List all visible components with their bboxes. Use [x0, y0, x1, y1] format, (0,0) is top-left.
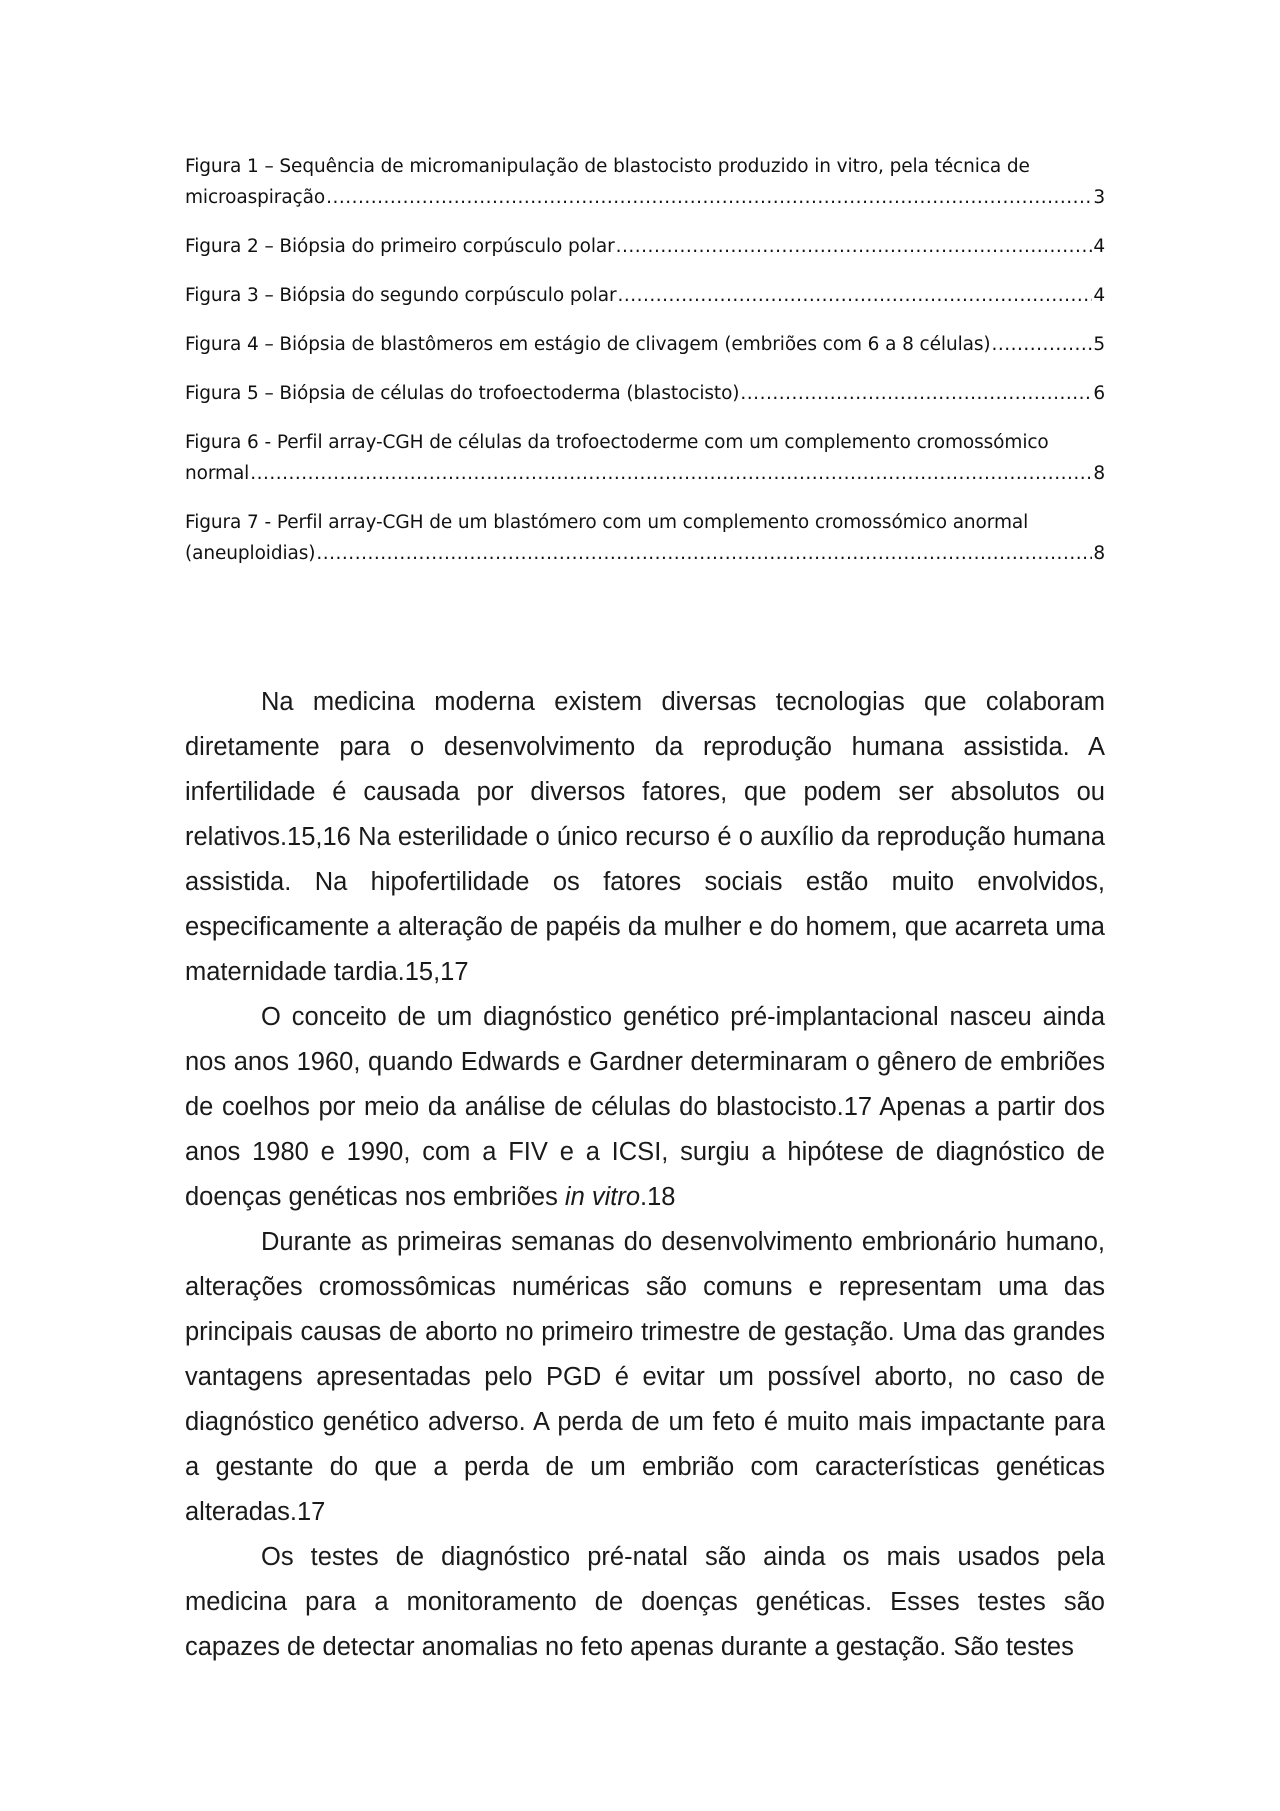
figure-entry-text: Figura 3 – Biópsia do segundo corpúsculo polar — [185, 285, 617, 306]
figure-entry-text-cont: (aneuploidias) — [185, 543, 316, 564]
figure-entry-text-cont: microaspiração — [185, 187, 326, 208]
dot-leader — [617, 280, 1092, 311]
figure-entry-text: Figura 7 - Perfil array-CGH de um blastómero com um complemento cromossómico anormal — [185, 512, 1029, 533]
dot-leader — [740, 378, 1092, 409]
figure-entry-text: Figura 4 – Biópsia de blastômeros em estágio de clivagem (embriões com 6 a 8 células) — [185, 334, 991, 355]
paragraph-2-italic: in vitro — [564, 1183, 641, 1211]
figure-entry-text: Figura 5 – Biópsia de células do trofoectoderma (blastocisto) — [185, 383, 740, 404]
figure-entry-2[interactable] — [185, 231, 1105, 262]
body-text — [185, 680, 1105, 1670]
figure-entry-text: Figura 6 - Perfil array-CGH de células da trofoectoderme com um complemento cromossómico — [185, 432, 1049, 453]
paragraph-2-text: O conceito de um diagnóstico genético pré-implantacional nasceu ainda nos anos 1960, quando Edwards e Gardner determinaram o gênero de embriões de coelhos por meio da análise de células do blastocisto.17 Apenas a partir dos anos 1980 e 1990, com a FIV e a ICSI, surgiu a hipótese de diagnóstico de doenças genéticas nos embriões — [185, 1003, 1105, 1211]
paragraph-4: Os testes de diagnóstico pré-natal são ainda os mais usados pela medicina para a monitoramento de doenças genéticas. Esses testes são capazes de detectar anomalias no feto apenas durante a gestação. São testes — [185, 1543, 1105, 1661]
figure-entry-text: Figura 2 – Biópsia do primeiro corpúsculo polar — [185, 236, 615, 257]
figure-entry-1[interactable] — [185, 151, 1105, 213]
paragraph-2 — [185, 995, 1105, 1220]
figure-page-number: 8 — [1093, 463, 1105, 484]
dot-leader — [616, 231, 1093, 262]
figure-entry-3[interactable] — [185, 280, 1105, 311]
figure-entry-6[interactable] — [185, 427, 1105, 489]
list-of-figures — [185, 151, 1105, 587]
figure-entry-4[interactable] — [185, 329, 1105, 360]
paragraph-2-end: .18 — [640, 1183, 676, 1211]
paragraph-3: Durante as primeiras semanas do desenvolvimento embrionário humano, alterações cromossômicas numéricas são comuns e representam uma das principais causas de aborto no primeiro trimestre de gestação. Uma das grandes vantagens apresentadas pelo PGD é evitar um possível aborto, no caso de diagnóstico genético adverso. A perda de um feto é muito mais impactante para a gestante do que a perda de um embrião com características genéticas alteradas.17 — [185, 1228, 1105, 1526]
dot-leader — [326, 182, 1092, 213]
figure-page-number: 8 — [1093, 543, 1105, 564]
paragraph-1: Na medicina moderna existem diversas tecnologias que colaboram diretamente para o desenvolvimento da reprodução humana assistida. A infertilidade é causada por diversos fatores, que podem ser absolutos ou relativos.15,16 Na esterilidade o único recurso é o auxílio da reprodução humana assistida. Na hipofertilidade os fatores sociais estão muito envolvidos, especificamente a alteração de papéis da mulher e do homem, que acarreta uma maternidade tardia.15,17 — [185, 688, 1105, 986]
figure-entry-text-cont: normal — [185, 463, 250, 484]
figure-page-number: 6 — [1093, 383, 1105, 404]
figure-page-number: 5 — [1093, 334, 1105, 355]
dot-leader — [992, 329, 1093, 360]
figure-page-number: 3 — [1093, 187, 1105, 208]
dot-leader — [316, 538, 1092, 569]
figure-entry-7[interactable] — [185, 507, 1105, 569]
figure-page-number: 4 — [1093, 236, 1105, 257]
dot-leader — [250, 458, 1092, 489]
figure-entry-text: Figura 1 – Sequência de micromanipulação de blastocisto produzido in vitro, pela técnica de — [185, 156, 1030, 177]
figure-entry-5[interactable] — [185, 378, 1105, 409]
figure-page-number: 4 — [1093, 285, 1105, 306]
